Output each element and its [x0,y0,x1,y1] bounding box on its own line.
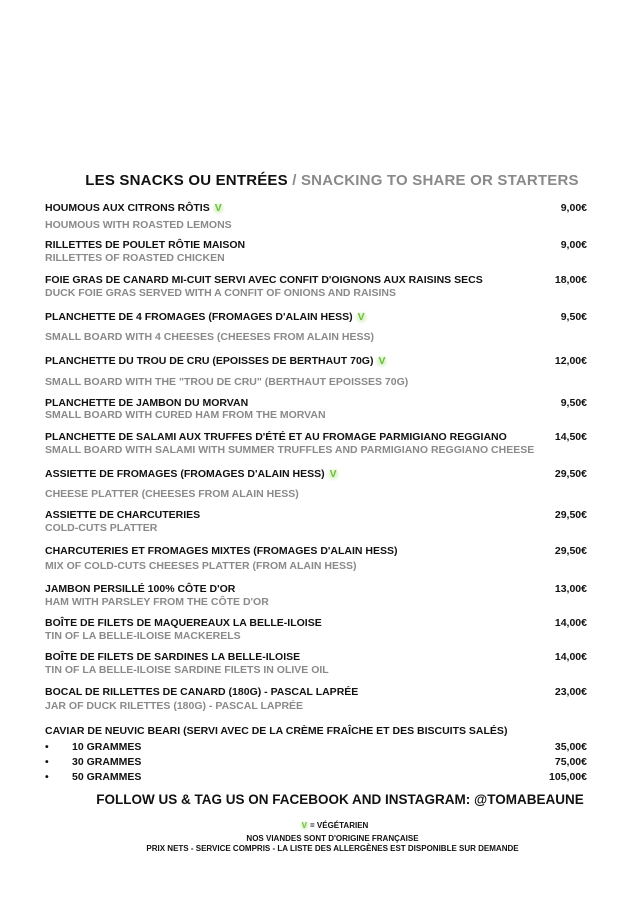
item-price: 23,00€ [554,686,587,698]
item-description: HOUMOUS WITH ROASTED LEMONS [45,219,232,231]
item-name: FOIE GRAS DE CANARD MI-CUIT SERVI AVEC CONFIT D'OIGNONS AUX RAISINS SECS [45,274,483,286]
menu-item [45,311,587,324]
item-name: PLANCHETTE DU TROU DE CRU (EPOISSES DE BERTHAUT 70G) [45,355,374,367]
item-description: HAM WITH PARSLEY FROM THE CÔTE D'OR [45,596,269,608]
item-description: CHEESE PLATTER (CHEESES FROM ALAIN HESS) [45,488,299,500]
item-price: 18,00€ [554,274,587,286]
origin-note: NOS VIANDES SONT D'ORIGINE FRANÇAISE [246,834,419,843]
item-description: COLD-CUTS PLATTER [45,522,158,534]
menu-item [45,274,587,287]
item-price: 13,00€ [554,583,587,595]
item-name: CAVIAR DE NEUVIC BEARI (SERVI AVEC DE LA CRÈME FRAÎCHE ET DES BISCUITS SALÉS) [45,725,508,737]
social-follow: FOLLOW US & TAG US ON FACEBOOK AND INSTAGRAM: @TOMABEAUNE [96,792,584,807]
vegetarian-icon: V [327,468,340,481]
item-description: JAR OF DUCK RILETTES (180G) - PASCAL LAPRÉE [45,700,304,712]
option-label: 50 GRAMMES [72,771,142,783]
item-description: RILLETTES OF ROASTED CHICKEN [45,252,225,264]
item-name: ASSIETTE DE CHARCUTERIES [45,509,201,521]
item-price: 14,00€ [554,617,587,629]
menu-item [45,651,587,664]
menu-item [45,545,587,558]
item-description: TIN OF LA BELLE-ILOISE MACKERELS [45,630,241,642]
bullet-icon: • [45,771,49,783]
section-title-en: SNACKING TO SHARE OR STARTERS [300,172,579,189]
menu-item [45,468,587,481]
section-title [0,172,640,189]
item-name: JAMBON PERSILLÉ 100% CÔTE D'OR [45,583,236,595]
item-name: PLANCHETTE DE 4 FROMAGES (FROMAGES D'ALAIN HESS) [45,311,353,323]
vegetarian-icon: V [212,202,225,215]
item-name: BOÎTE DE FILETS DE SARDINES LA BELLE-ILOISE [45,651,301,663]
menu-item [45,202,587,215]
item-description: SMALL BOARD WITH THE "TROU DE CRU" (BERTHAUT EPOISSES 70G) [45,376,409,388]
menu-item [45,431,587,444]
menu-item [45,617,587,630]
item-description: DUCK FOIE GRAS SERVED WITH A CONFIT OF ONIONS AND RAISINS [45,287,396,299]
item-price: 9,00€ [560,239,587,251]
item-description: TIN OF LA BELLE-ILOISE SARDINE FILETS IN OLIVE OIL [45,664,329,676]
menu-item [45,239,587,252]
item-name: BOCAL DE RILLETTES DE CANARD (180G) - PASCAL LAPRÉE [45,686,359,698]
caviar-item [45,725,587,738]
bullet-icon: • [45,756,49,768]
veg-legend-text: = VÉGÉTARIEN [310,821,369,830]
item-price: 29,50€ [554,468,587,480]
title-separator: / [287,172,301,189]
item-price: 9,50€ [560,397,587,409]
menu-item [45,355,587,368]
item-description: SMALL BOARD WITH SALAMI WITH SUMMER TRUFFLES AND PARMIGIANO REGGIANO CHEESE [45,444,535,456]
item-name: BOÎTE DE FILETS DE MAQUEREAUX LA BELLE-ILOISE [45,617,322,629]
veg-legend [0,821,640,830]
vegetarian-icon: V [355,311,368,324]
item-name: RILLETTES DE POULET RÔTIE MAISON [45,239,246,251]
item-name: PLANCHETTE DE SALAMI AUX TRUFFES D'ÉTÉ ET AU FROMAGE PARMIGIANO REGGIANO [45,431,507,443]
option-price: 75,00€ [554,756,587,768]
item-price: 14,50€ [554,431,587,443]
item-price: 9,00€ [560,202,587,214]
item-name: ASSIETTE DE FROMAGES (FROMAGES D'ALAIN HESS) [45,468,325,480]
option-label: 30 GRAMMES [72,756,142,768]
item-price: 9,50€ [560,311,587,323]
price-note: PRIX NETS - SERVICE COMPRIS - LA LISTE DES ALLERGÈNES EST DISPONIBLE SUR DEMANDE [146,844,519,853]
item-description: MIX OF COLD-CUTS CHEESES PLATTER (FROM ALAIN HESS) [45,560,357,572]
menu-item [45,583,587,596]
menu-item [45,509,587,522]
item-name: PLANCHETTE DE JAMBON DU MORVAN [45,397,249,409]
item-price: 29,50€ [554,509,587,521]
menu-item [45,686,587,699]
item-price: 12,00€ [554,355,587,367]
bullet-icon: • [45,741,49,753]
item-price: 29,50€ [554,545,587,557]
option-price: 105,00€ [549,771,587,783]
item-price: 14,00€ [554,651,587,663]
item-description: SMALL BOARD WITH CURED HAM FROM THE MORVAN [45,409,326,421]
option-price: 35,00€ [554,741,587,753]
section-title-fr: LES SNACKS OU ENTRÉES [85,172,288,189]
item-name: CHARCUTERIES ET FROMAGES MIXTES (FROMAGES D'ALAIN HESS) [45,545,398,557]
vegetarian-icon: V [375,355,388,368]
option-label: 10 GRAMMES [72,741,142,753]
item-description: SMALL BOARD WITH 4 CHEESES (CHEESES FROM ALAIN HESS) [45,331,375,343]
item-name: HOUMOUS AUX CITRONS RÔTIS [45,202,210,214]
vegetarian-icon: V [299,821,310,830]
